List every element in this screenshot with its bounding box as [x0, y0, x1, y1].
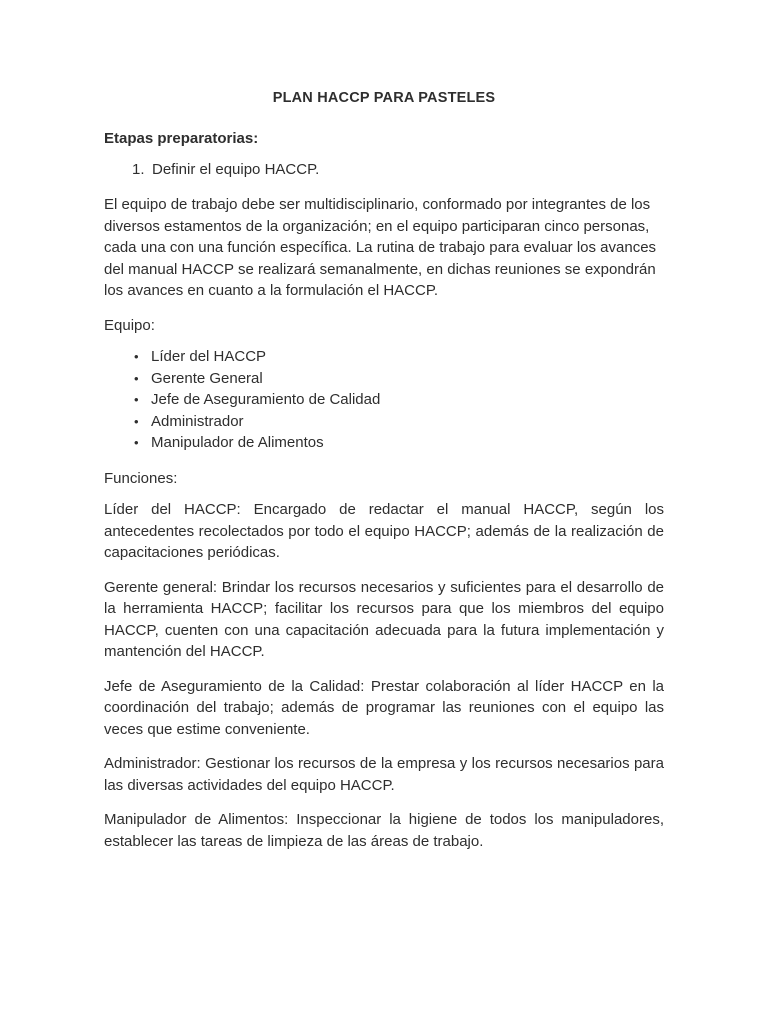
list-item: • Manipulador de Alimentos — [151, 432, 664, 454]
list-item: Definir el equipo HACCP. — [152, 161, 320, 178]
paragraph-role-administrador: Administrador: Gestionar los recursos de la empresa y los recursos necesarios para las diversas actividades del equipo HACCP. — [104, 755, 664, 794]
paragraph-team-introduction: El equipo de trabajo debe ser multidisciplinario, conformado por integrantes de los diversos estamentos de la organización; en el equipo participaran cinco personas, cada una con una función específica. La rutina de trabajo para evaluar los avances del manual HACCP se realizará semanalmente, en dichas reuniones se expondrán los avances en cuanto a la formulación el HACCP. — [104, 196, 657, 299]
list-item: • Jefe de Aseguramiento de Calidad — [151, 389, 664, 411]
numbered-list-preparatory-stages — [104, 159, 664, 180]
list-item: • Administrador — [151, 411, 664, 433]
label-equipo: Equipo: — [104, 316, 155, 334]
paragraph-role-lider-haccp: Líder del HACCP: Encargado de redactar el manual HACCP, según los antecedentes recolectados por todo el equipo HACCP; además de la realización de capacitaciones periódicas. — [104, 501, 664, 561]
paragraph-role-manipulador-alimentos: Manipulador de Alimentos: Inspeccionar la higiene de todos los manipuladores, establecer las tareas de limpieza de las áreas de trabajo. — [104, 811, 664, 850]
page-title: PLAN HACCP PARA PASTELES — [272, 90, 496, 106]
paragraph-role-jefe-aseguramiento-calidad: Jefe de Aseguramiento de la Calidad: Prestar colaboración al líder HACCP en la coordinación del trabajo; además de programar las reuniones con el equipo las veces que estime conveniente. — [104, 677, 664, 738]
label-funciones: Funciones: — [104, 469, 178, 487]
list-item: • Líder del HACCP — [151, 346, 664, 368]
document-body — [104, 88, 664, 865]
bulleted-list-team-members — [104, 346, 664, 454]
paragraph-role-gerente-general: Gerente general: Brindar los recursos necesarios y suficientes para el desarrollo de la herramienta HACCP; facilitar los recursos para que los miembros del equipo HACCP, cuenten con una capacitación adecuada para la futura implementación y mantención del HACCP. — [104, 578, 664, 660]
list-item: • Gerente General — [151, 368, 664, 390]
section-heading-preparatory-stages: Etapas preparatorias: — [104, 130, 259, 147]
